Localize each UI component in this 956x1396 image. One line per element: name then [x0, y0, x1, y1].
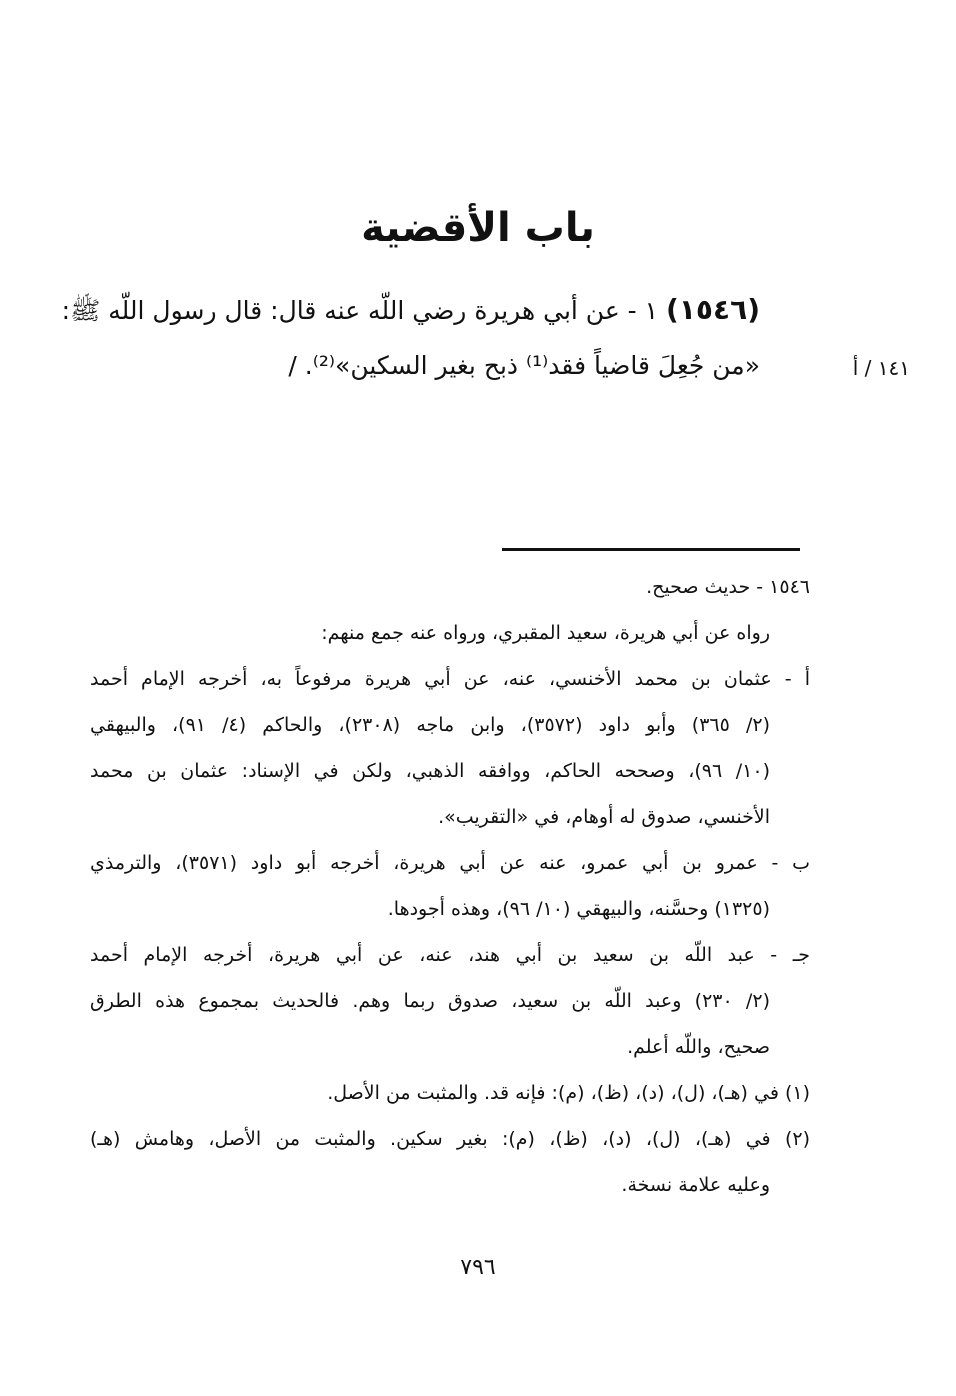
note-line: رواه عن أبي هريرة، سعيد المقبري، ورواه عنه جمع منهم: — [321, 622, 770, 644]
note-line: وعليه علامة نسخة. — [621, 1174, 770, 1196]
note-line: ب - عمرو بن أبي عمرو، عنه عن أبي هريرة، أخرجه أبو داود (٣٥٧١)، والترمذي — [90, 852, 810, 874]
note-line: (١٠/ ٩٦)، وصححه الحاكم، ووافقه الذهبي، ولكن في الإسناد: عثمان بن محمد — [90, 760, 770, 782]
note-line: جـ - عبد اللّه بن سعيد بن أبي هند، عنه، عن أبي هريرة، أخرجه الإمام أحمد — [90, 944, 810, 966]
hadith-text-1: ١ - عن أبي هريرة رضي اللّه عنه قال: قال رسول اللّه ﷺ: — [61, 296, 659, 325]
note-line: (١٣٢٥) وحسَّنه، والبيهقي (١٠/ ٩٦)، وهذه أجودها. — [387, 898, 770, 920]
note-line: ١٥٤٦ - حديث صحيح. — [646, 576, 810, 598]
footnote-divider — [502, 548, 800, 551]
note-line: (٢/ ٣٦٥) وأبو داود (٣٥٧٢)، وابن ماجه (٢٣٠٨)، والحاكم (٤/ ٩١)، والبيهقي — [90, 714, 770, 736]
note-line: (٢) في (هـ)، (ل)، (د)، (ظ)، (م): بغير سكين. والمثبت من الأصل، وهامش (هـ) — [90, 1128, 810, 1150]
note-line: (٢/ ٢٣٠) وعبد اللّه بن سعيد، صدوق ربما وهم. فالحديث بمجموع هذه الطرق — [90, 990, 770, 1012]
hadith-line-2: «من جُعِلَ قاضياً فقد⁽¹⁾ ذبح بغير السكين»⁽²⁾. / — [288, 351, 760, 380]
chapter-title: باب الأقضية — [361, 205, 595, 251]
page-number: ٧٩٦ — [460, 1255, 496, 1280]
note-line: (١) في (هـ)، (ل)، (د)، (ظ)، (م): فإنه قد. والمثبت من الأصل. — [327, 1082, 810, 1104]
footnotes — [90, 566, 810, 1210]
note-line: أ - عثمان بن محمد الأخنسي، عنه، عن أبي هريرة مرفوعاً به، أخرجه الإمام أحمد — [90, 668, 810, 690]
hadith-number: (١٥٤٦) — [666, 293, 760, 326]
manuscript-folio-ref: ١٤١ / أ — [852, 356, 910, 380]
note-line: صحيح، واللّه أعلم. — [627, 1036, 770, 1058]
note-line: الأخنسي، صدوق له أوهام، في «التقريب». — [438, 806, 770, 828]
hadith-line-1 — [61, 286, 760, 335]
